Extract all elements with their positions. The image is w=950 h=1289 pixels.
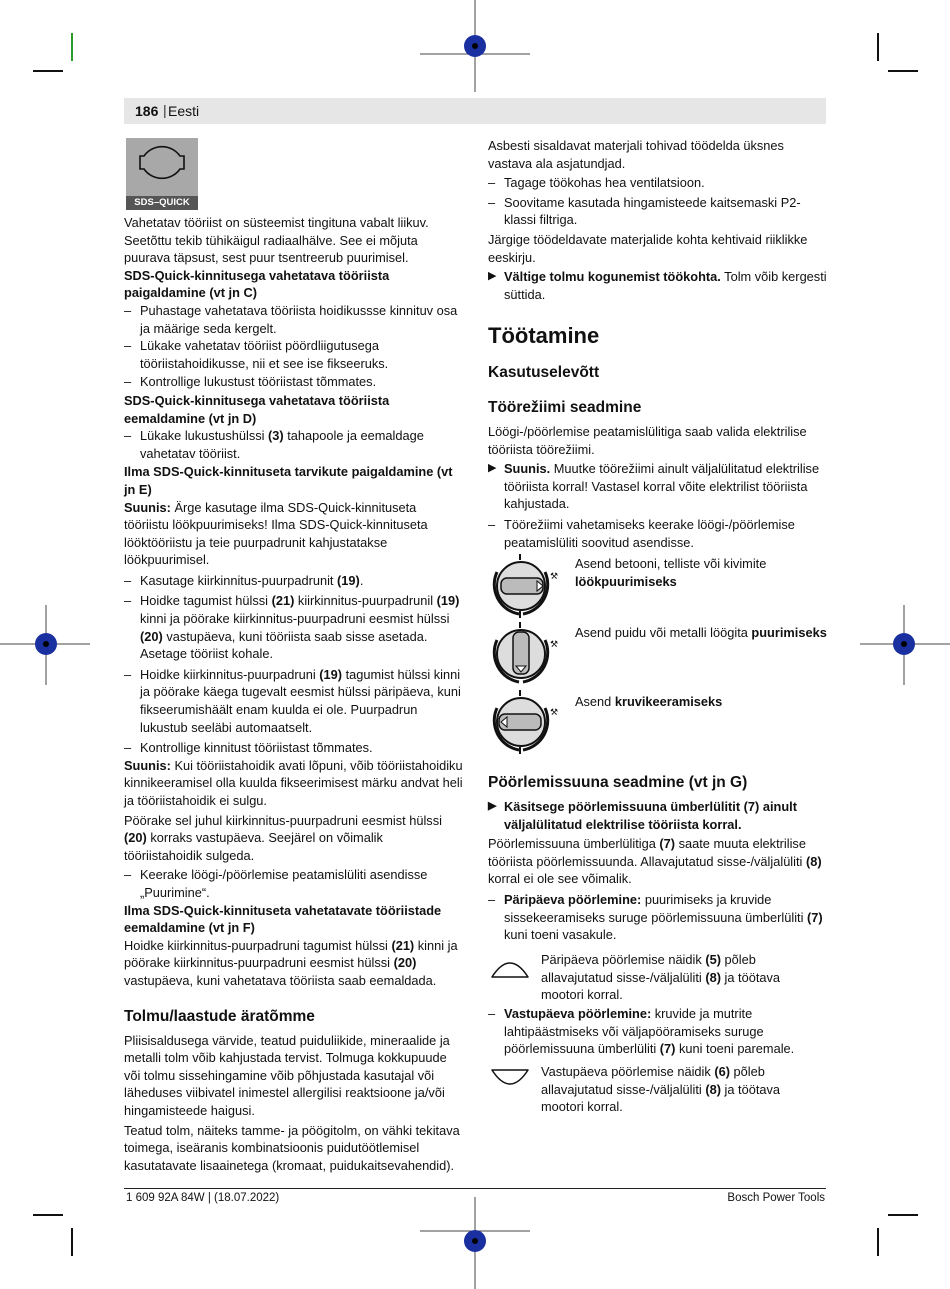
crop-mark — [71, 1228, 73, 1256]
paragraph: Löögi-/pöörlemise peatamislülitiga saab valida elektrilise tööriista töörežiimi. — [488, 424, 807, 457]
mode-section — [488, 423, 828, 551]
registration-mark-top — [420, 0, 530, 92]
counterclockwise-indicator-text: Vastupäeva pöörlemise näidik (6) põleb allavajutatud sisse-/väljalüliti (8) ja töötava mootori korral. — [541, 1064, 781, 1115]
list-item: – Hoidke tagumist hülssi (21) kiirkinnitus-puurpadrunil (19) kinni ja pöörake kiirkinnitus-puurpadruni eesmist hülssi (20) vastupäeva, kuni tööriista saab sisse asetada. Asetage tööriist kohale. — [124, 592, 464, 662]
paragraph: Pliisisaldusega värvide, teatud puiduliikide, mineraalide ja metalli tolm võib kahjustada tervist. Tolmuga kokkupuude või tolmu sissehingamine võib põhjustada kasutajal või läheduses viibivatel inimestel allergilisi reaktsioone ja/või hingamisteede haigusi. — [124, 1032, 450, 1118]
direction-section — [488, 798, 828, 944]
section-heading: Pöörlemissuuna seadmine (vt jn G) — [488, 774, 748, 791]
registration-mark-bottom — [420, 1197, 530, 1289]
section-title: Ilma SDS-Quick-kinnituseta tarvikute paigaldamine (vt jn E) — [124, 464, 453, 497]
crop-mark — [888, 70, 918, 72]
crop-mark — [888, 1214, 918, 1216]
crop-mark — [877, 33, 879, 61]
section-title: SDS-Quick-kinnitusega vahetatava tööriista paigaldamine (vt jn C) — [124, 267, 390, 301]
list-item: – Kasutage kiirkinnitus-puurpadrunit (19). — [124, 572, 464, 590]
hammer-drill-dial-icon — [487, 554, 567, 618]
paragraph: Järgige töödeldavate materjalide kohta kehtivaid riiklikke eeskirju. — [488, 231, 808, 265]
section-heading: Tolmu/laastude äratõmme — [124, 1007, 315, 1025]
list-item: – Päripäeva pöörlemine: puurimiseks ja kruvide sissekeeramiseks suruge pöörlemissuuna ümberlüliti (7) kuni toeni vasakule. — [488, 891, 828, 944]
paragraph: Teatud tolm, näiteks tamme- ja pöögitolm, on vähki tekitava toimega, iseäranis kombinatsioonis puidutöötlemisel kasutatavate lisaainetega (kromaat, puidukaitsevahendid). — [124, 1122, 460, 1173]
list-item: – Vastupäeva pöörlemine: kruvide ja mutrite lahtipäästmiseks või väljapööramiseks suruge pöörlemissuuna ümberlüliti (7) kuni toeni paremale. — [488, 1005, 828, 1058]
warning-item: ▶ Käsitsege pöörlemissuuna ümberlülitit (7) ainult väljalülitatud elektrilise tööriista korral. — [488, 798, 828, 833]
counterclockwise-indicator-icon — [490, 1066, 530, 1092]
registration-mark-right — [860, 605, 950, 685]
note-paragraph: Suunis: Kui tööriistahoidik avati lõpuni, võib tööriistahoidiku kinnikeeramisel olla kuulda fikseerimisest märku andvat heli ja tööriistahoidik ei sulgu. — [124, 757, 463, 808]
section-title: Ilma SDS-Quick-kinnituseta vahetatavate tööriistade eemaldamine (vt jn F) — [124, 902, 442, 936]
warning-item: ▶ Vältige tolmu kogunemist töökohta. Tolm võib kergesti süttida. — [488, 268, 828, 303]
crop-mark — [33, 70, 63, 72]
paragraph: Pöörlemissuuna ümberlülitiga (7) saate muuta elektrilise tööriista pöörlemissuunda. Allavajutatud sisse-/väljalüliti (8) korral ei ole see võimalik. — [488, 836, 822, 887]
sds-quick-label: SDS–QUICK — [126, 196, 198, 210]
list-item: – Kontrollige kinnitust tööriistast tõmmates. — [124, 739, 464, 757]
registration-mark-left — [0, 605, 90, 685]
page-number: 186 — [135, 103, 159, 119]
page-header — [124, 98, 826, 124]
drill-dial-icon — [487, 622, 567, 686]
list-item: – Lükake vahetatav tööriist pöördliigutusega tööriistahoidikusse, nii et see ise fikseeruks. — [124, 337, 464, 372]
clockwise-indicator-icon — [490, 955, 530, 981]
warning-item: ▶ Suunis. Muutke töörežiimi ainult väljalülitatud elektrilise tööriista korral! Vastasel korral võite elektrilist tööriista kahjustada. — [488, 460, 828, 513]
screwdriver-dial-icon — [487, 690, 567, 754]
svg-text:⚒: ⚒ — [550, 640, 559, 650]
paragraph: Pöörake sel juhul kiirkinnitus-puurpadruni eesmist hülssi (20) korraks vastupäeva. Seejärel on võimalik tööriistahoidik sulgeda. — [124, 812, 442, 863]
footer-rule — [124, 1188, 826, 1189]
note-paragraph: Suunis: Ärge kasutage ilma SDS-Quick-kinnituseta tööriistu löökpuurimiseks! Ilma SDS-Quick-kinnituseta lööktööriistu ja teie puurpadrunit kahjustatakse löökpuurimisel. — [124, 499, 428, 568]
list-item: – Puhastage vahetatava tööriista hoidikussse kinnituv osa ja määrige seda kergelt. — [124, 302, 464, 337]
sds-chuck-icon — [126, 138, 198, 196]
section-heading: Kasutuselevõtt — [488, 364, 600, 381]
list-item: – Keerake löögi-/pöörlemise peatamislüliti asendisse „Puurimine“. — [124, 866, 464, 901]
svg-text:⚒: ⚒ — [550, 708, 559, 718]
right-column — [488, 137, 828, 303]
paragraph: Asbesti sisaldavat materjali tohivad töödelda üksnes vastava ala asjatundjad. — [488, 138, 784, 171]
list-item: – Tagage töökohas hea ventilatsioon. — [488, 174, 828, 192]
list-item: – Lükake lukustushülssi (3) tahapoole ja eemaldage vahetatav tööriist. — [124, 427, 464, 462]
list-item: – Kontrollige lukustust tööriistast tõmmates. — [124, 373, 464, 391]
crop-mark — [877, 1228, 879, 1256]
clockwise-indicator-text: Päripäeva pöörlemise näidik (5) põleb allavajutatud sisse-/väljalüliti (8) ja töötava mootori korral. — [541, 952, 781, 1003]
footer-doc-id: 1 609 92A 84W | (18.07.2022) — [126, 1192, 280, 1204]
footer-brand: Bosch Power Tools — [727, 1192, 825, 1204]
header-language: Eesti — [168, 103, 200, 119]
list-item: – Hoidke kiirkinnitus-puurpadruni (19) tagumist hülssi kinni ja pöörake käega tugevalt eesmist hülssi päripäeva, kuni fikseerumishäält enam kuulda ei ole. Puurpadrun lukustub seeläbi automaatselt. — [124, 666, 464, 736]
list-item: – Soovitame kasutada hingamisteede kaitsemaski P2-klassi filtriga. — [488, 194, 828, 229]
left-column — [124, 214, 464, 1174]
crop-mark — [33, 1214, 63, 1216]
section-heading-main: Töötamine — [488, 323, 600, 348]
mode-position-hammer: Asend betooni, telliste või kivimite löökpuurimiseks — [575, 556, 767, 589]
crop-mark — [71, 33, 73, 61]
mode-position-screw: Asend kruvikeeramiseks — [575, 694, 723, 709]
mode-position-drill: Asend puidu või metalli löögita puurimiseks — [575, 625, 827, 640]
header-separator: | — [163, 102, 167, 118]
section-title: SDS-Quick-kinnitusega vahetatava tööriista eemaldamine (vt jn D) — [124, 392, 390, 426]
paragraph: Hoidke kiirkinnitus-puurpadruni tagumist hülssi (21) kinni ja pöörake kiirkinnitus-puurpadruni eesmist hülssi (20) vastupäeva, kuni vahetatava tööriista saab eemaldada. — [124, 937, 458, 988]
intro-paragraph: Vahetatav tööriist on süsteemist tingituna vabalt liikuv. Seetõttu tekib tühikäigul radiaalhälve. See ei mõjuta puurava täpsust, sest puur tsentreerub puurimisel. — [124, 215, 429, 266]
section-heading: Töörežiimi seadmine — [488, 399, 642, 416]
svg-text:⚒: ⚒ — [550, 572, 559, 582]
sds-quick-icon — [126, 138, 198, 210]
list-item: – Töörežiimi vahetamiseks keerake löögi-/pöörlemise peatamislüliti soovitud asendisse. — [488, 516, 828, 551]
ccw-item — [488, 1005, 828, 1058]
